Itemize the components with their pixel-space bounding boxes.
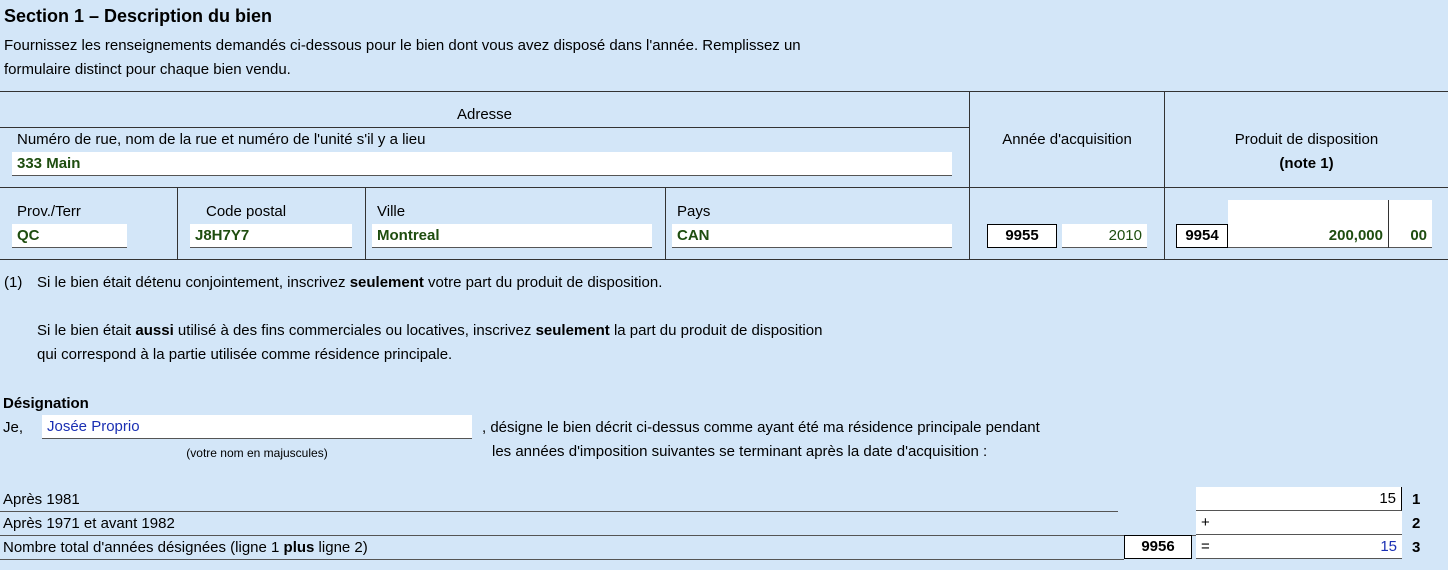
prov-label: Prov./Terr — [17, 203, 81, 220]
country-input[interactable]: CAN — [672, 224, 952, 248]
note-1-pre: Si le bien était détenu conjointement, inscrivez — [37, 274, 350, 291]
note-1-bold: seulement — [349, 274, 424, 291]
line-3-number: 3 — [1412, 539, 1421, 556]
note-2-line-2: qui correspond à la partie utilisée comme résidence principale. — [37, 346, 453, 363]
line-1-label: Après 1981 — [3, 491, 80, 508]
country-label: Pays — [677, 203, 711, 220]
address-header-divider — [0, 127, 969, 128]
line-3-input[interactable] — [1196, 535, 1402, 559]
section-title: Section 1 – Description du bien — [4, 6, 273, 26]
note-2-bold-1: aussi — [135, 322, 174, 339]
line-2-input[interactable] — [1196, 511, 1402, 535]
line-1-input[interactable]: 15 — [1196, 487, 1402, 511]
taxpayer-name-input[interactable]: Josée Proprio — [42, 415, 472, 439]
proceeds-code: 9954 — [1176, 224, 1228, 248]
acq-year-header: Année d'acquisition — [1002, 131, 1132, 148]
postal-label: Code postal — [206, 203, 287, 220]
intro-line-1: Fournissez les renseignements demandés ci-dessous pour le bien dont vous avez disposé dans l'année. Remplissez un — [4, 37, 801, 54]
proceeds-note-ref: (note 1) — [1279, 155, 1334, 172]
line-3-label-post: ligne 2) — [314, 539, 368, 556]
designation-je: Je, — [3, 419, 24, 436]
line-2-label: Après 1971 et avant 1982 — [3, 515, 175, 532]
line-2-number: 2 — [1412, 515, 1421, 532]
note-2-text — [37, 319, 822, 367]
designation-text-2: les années d'imposition suivantes se terminant après la date d'acquisition : — [492, 443, 988, 460]
note-1-text — [37, 271, 662, 295]
col-divider-postal — [177, 187, 178, 260]
line-3-underline — [0, 559, 1124, 560]
col-divider-country — [665, 187, 666, 260]
designation-heading: Désignation — [3, 395, 89, 412]
proceeds-cents-input[interactable]: 00 — [1389, 224, 1432, 248]
city-input[interactable]: Montreal — [372, 224, 652, 248]
line-2-underline — [0, 535, 1196, 536]
address-header: Adresse — [456, 106, 513, 123]
line-1-number: 1 — [1412, 491, 1421, 508]
table-top-border — [0, 91, 1448, 92]
note-2-pre: Si le bien était — [37, 322, 136, 339]
line-3-code: 9956 — [1124, 535, 1192, 559]
prov-input[interactable]: QC — [12, 224, 127, 248]
line-3-value: 15 — [1380, 538, 1397, 555]
line-1-underline — [0, 511, 1118, 512]
col-divider-acq — [969, 91, 970, 260]
proceeds-dollars-input[interactable]: 200,000 — [1228, 224, 1388, 248]
line-3-label-pre: Nombre total d'années désignées (ligne 1 — [3, 539, 284, 556]
note-2-mid: utilisé à des fins commerciales ou locatives, inscrivez — [173, 322, 536, 339]
postal-input[interactable]: J8H7Y7 — [190, 224, 352, 248]
intro-line-2: formulaire distinct pour chaque bien vendu. — [4, 61, 291, 78]
street-label: Numéro de rue, nom de la rue et numéro de l'unité s'il y a lieu — [17, 131, 426, 148]
note-1-post: votre part du produit de disposition. — [423, 274, 663, 291]
acq-year-code: 9955 — [987, 224, 1057, 248]
name-caption: (votre nom en majuscules) — [186, 446, 328, 460]
line-3-equals-sign: = — [1201, 538, 1210, 555]
proceeds-header: Produit de disposition — [1234, 131, 1379, 148]
city-label: Ville — [377, 203, 406, 220]
line-2-plus-sign: + — [1201, 514, 1210, 531]
table-bottom-border — [0, 259, 1448, 260]
note-1-number: (1) — [4, 274, 23, 291]
line-3-label — [3, 539, 368, 556]
line-3-label-bold: plus — [283, 539, 315, 556]
note-2-bold-2: seulement — [535, 322, 610, 339]
designation-text-1: , désigne le bien décrit ci-dessus comme ayant été ma résidence principale pendant — [482, 419, 1040, 436]
section-intro — [4, 34, 801, 82]
table-row-divider — [0, 187, 1448, 188]
street-input[interactable]: 333 Main — [12, 152, 952, 176]
acq-year-input[interactable]: 2010 — [1062, 224, 1147, 248]
col-divider-city — [365, 187, 366, 260]
note-2-post: la part du produit de disposition — [609, 322, 823, 339]
col-divider-proceeds — [1164, 91, 1165, 260]
